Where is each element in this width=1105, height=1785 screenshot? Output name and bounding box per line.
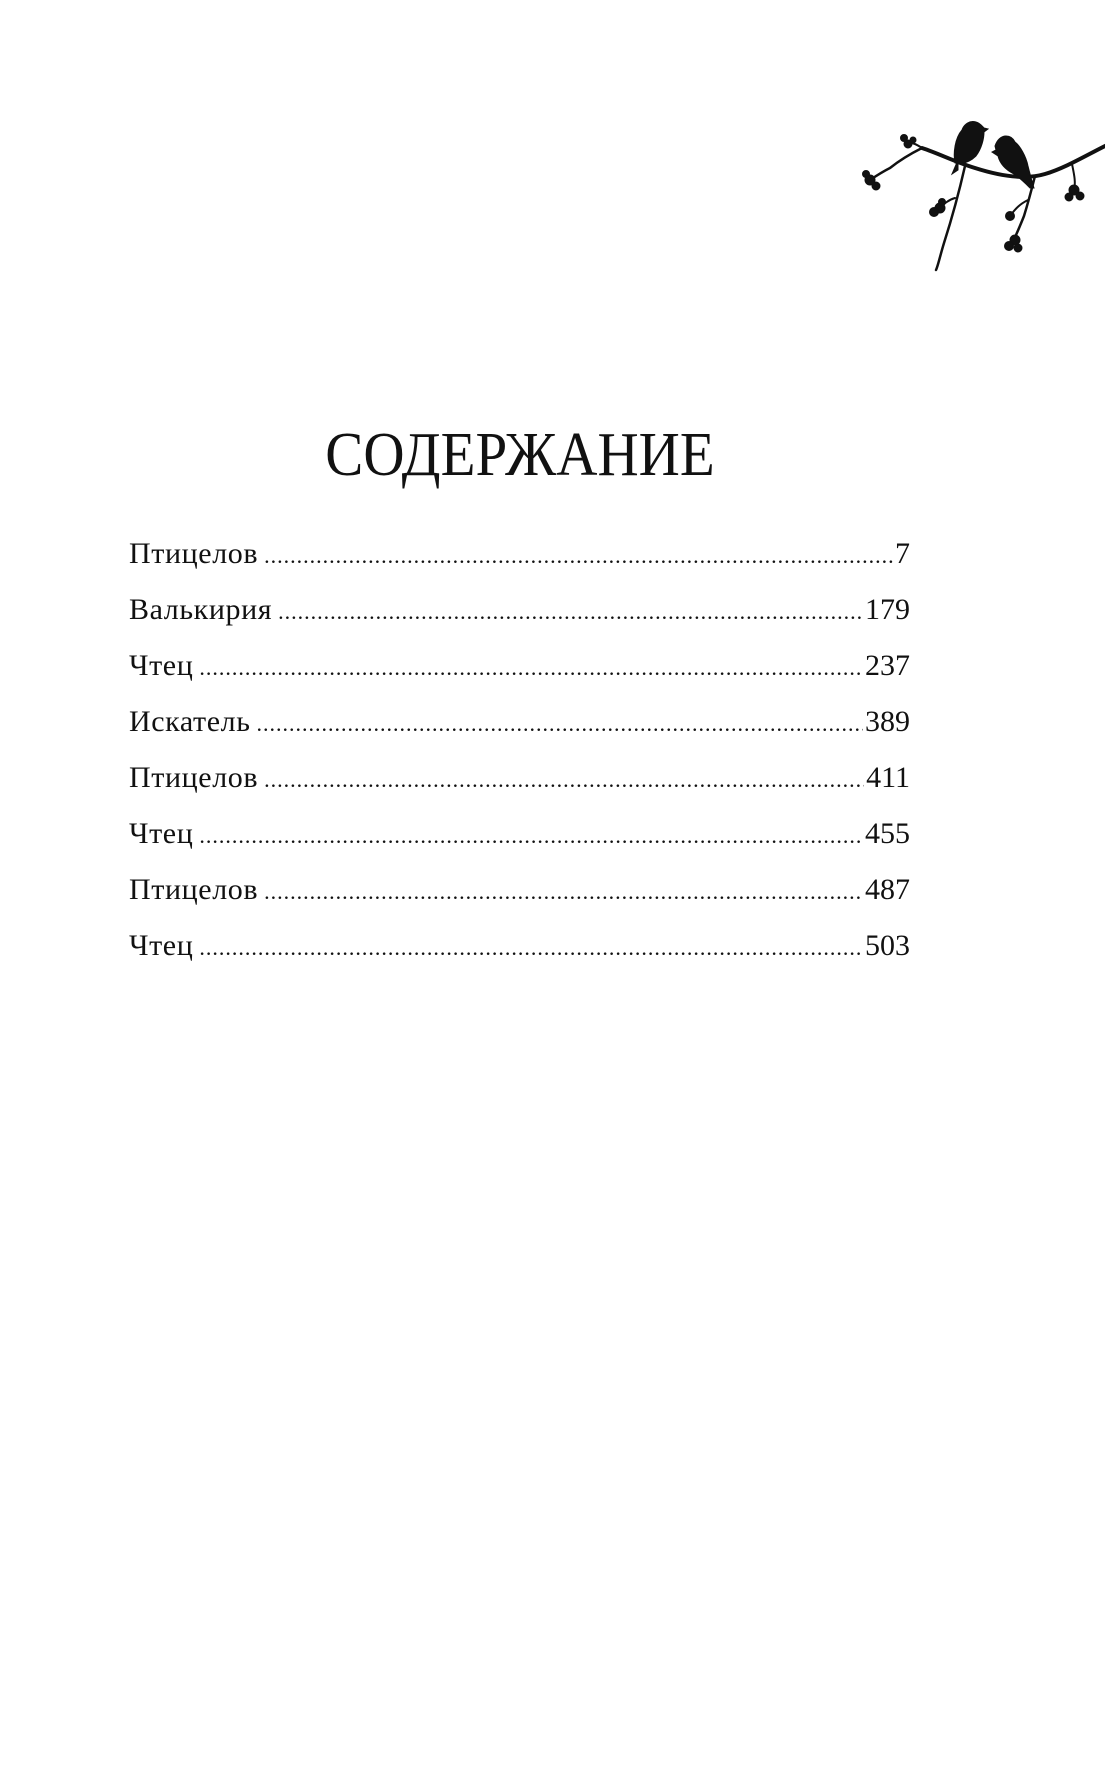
toc-entry-title: Валькирия xyxy=(129,593,273,626)
toc-entry[interactable] xyxy=(129,754,910,810)
toc-entry-title: Птицелов xyxy=(129,873,259,906)
dot-leader xyxy=(257,700,863,748)
toc-entry[interactable] xyxy=(129,810,910,866)
dot-leader xyxy=(199,644,863,692)
toc-entry-title: Чтец xyxy=(129,649,194,682)
toc-entry-title: Птицелов xyxy=(129,761,259,794)
dot-leader xyxy=(199,812,863,860)
toc-entry-title: Птицелов xyxy=(129,537,259,570)
toc-page-number: 455 xyxy=(865,817,910,850)
dot-leader xyxy=(264,756,864,804)
toc-page-number: 237 xyxy=(865,649,910,682)
dot-leader xyxy=(264,868,863,916)
birds-on-branch-icon xyxy=(860,108,1105,278)
toc-page-number: 389 xyxy=(865,705,910,738)
toc-entry[interactable] xyxy=(129,922,910,978)
toc-list xyxy=(129,530,910,978)
toc-entry[interactable] xyxy=(129,530,910,586)
toc-entry[interactable] xyxy=(129,698,910,754)
toc-page-number: 179 xyxy=(865,593,910,626)
dot-leader xyxy=(278,588,863,636)
toc-entry[interactable] xyxy=(129,586,910,642)
toc-entry[interactable] xyxy=(129,866,910,922)
toc-page-number: 503 xyxy=(865,929,910,962)
toc-page-number: 7 xyxy=(895,537,910,570)
dot-leader xyxy=(199,924,863,972)
toc-entry[interactable] xyxy=(129,642,910,698)
toc-entry-title: Чтец xyxy=(129,929,194,962)
toc-entry-title: Чтец xyxy=(129,817,194,850)
toc-entry-title: Искатель xyxy=(129,705,251,738)
toc-title: СОДЕРЖАНИЕ xyxy=(325,421,715,489)
toc-page-number: 411 xyxy=(866,761,910,794)
dot-leader xyxy=(264,532,893,580)
toc-page-number: 487 xyxy=(865,873,910,906)
